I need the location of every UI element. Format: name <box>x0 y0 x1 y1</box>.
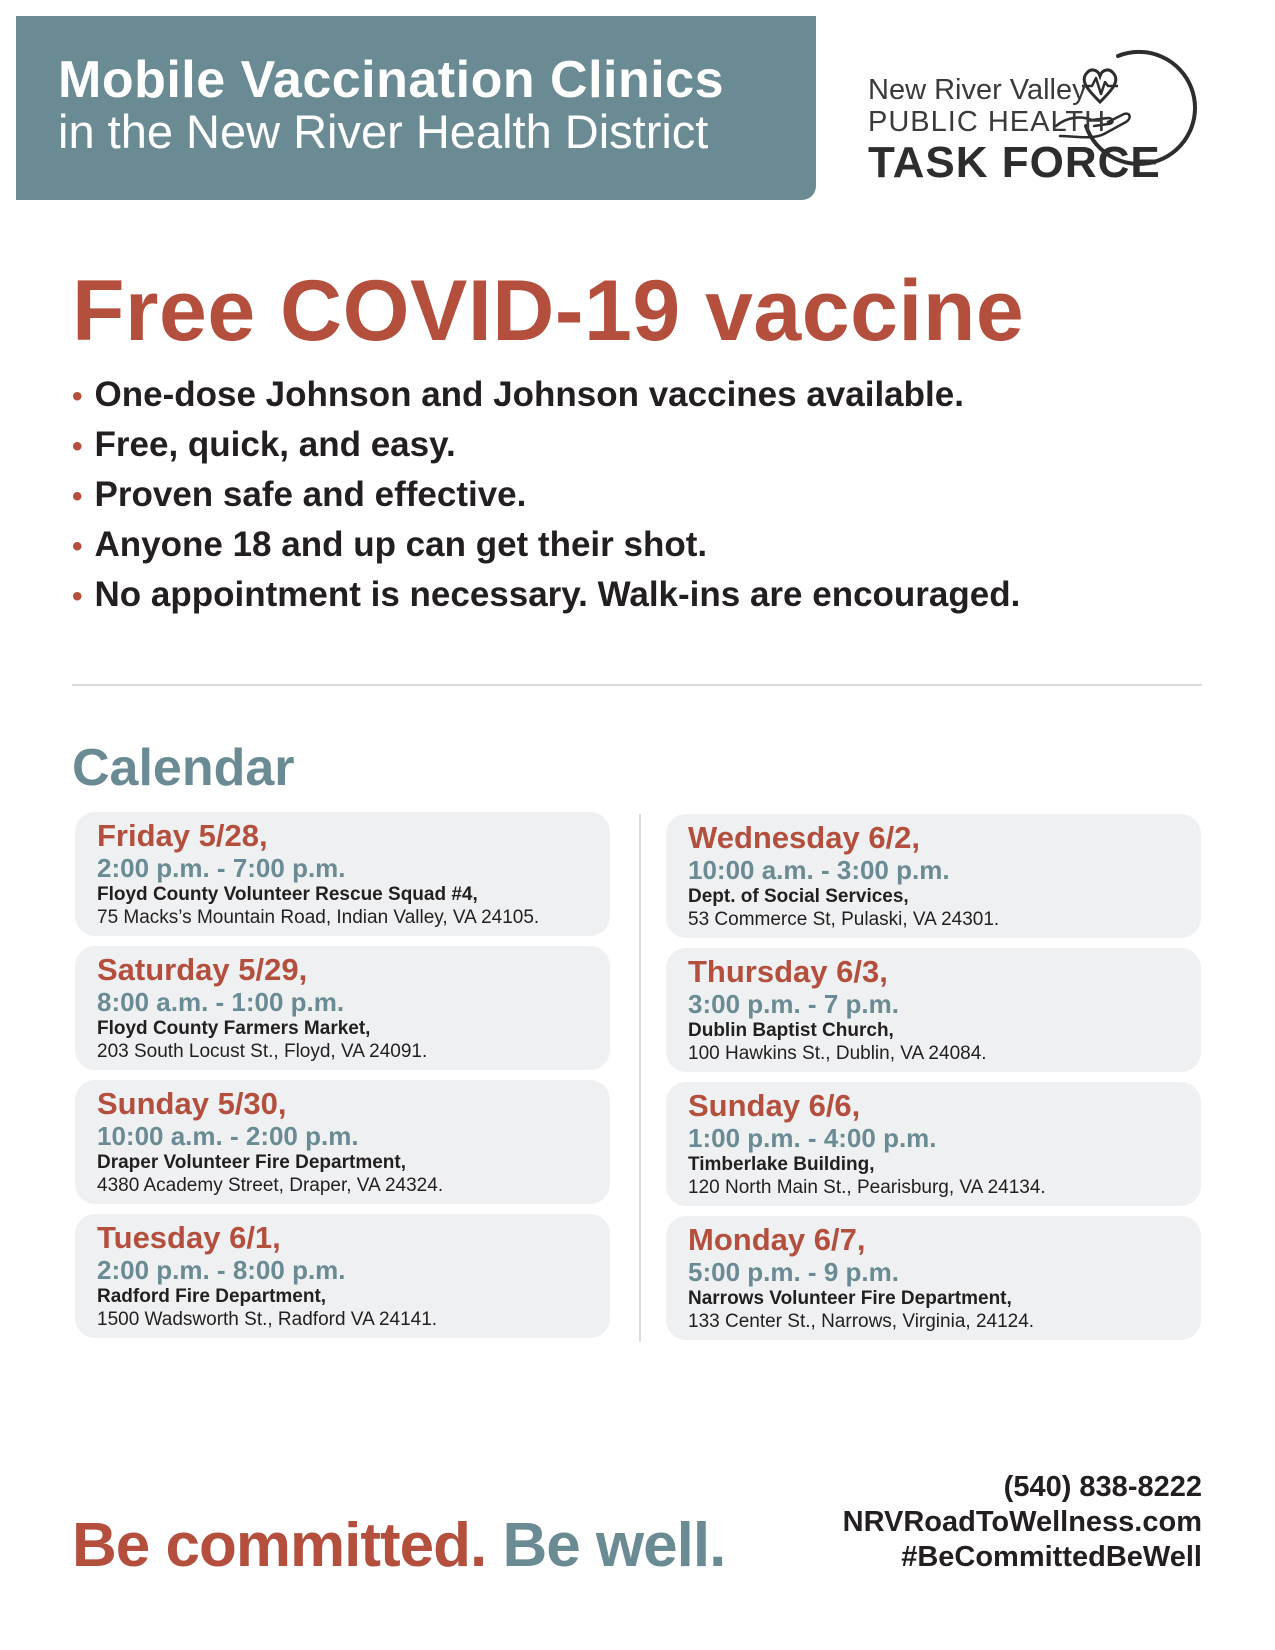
list-item <box>72 472 1020 522</box>
hashtag: #BeCommittedBeWell <box>901 1541 1202 1573</box>
bullet-text: One-dose Johnson and Johnson vaccines available. <box>94 375 964 414</box>
event-card <box>75 1080 610 1204</box>
event-location: Dublin Baptist Church, <box>688 1020 894 1041</box>
event-card <box>75 1214 610 1338</box>
event-time: 8:00 a.m. - 1:00 p.m. <box>97 987 345 1017</box>
logo-line-1: New River Valley <box>868 74 1087 106</box>
bullet-icon: • <box>72 530 83 563</box>
event-time: 2:00 p.m. - 8:00 p.m. <box>97 1255 346 1285</box>
logo-line-3: TASK FORCE <box>868 138 1161 187</box>
event-location: Floyd County Volunteer Rescue Squad #4, <box>97 884 478 905</box>
event-day: Saturday 5/29, <box>97 952 308 987</box>
bullet-text: Anyone 18 and up can get their shot. <box>94 525 708 564</box>
phone-number: (540) 838-8222 <box>1003 1471 1202 1503</box>
task-force-logo <box>868 44 1208 194</box>
event-card <box>666 948 1201 1072</box>
section-divider <box>72 684 1202 686</box>
event-time: 2:00 p.m. - 7:00 p.m. <box>97 853 346 883</box>
column-divider <box>639 814 641 1342</box>
website-link: NRVRoadToWellness.com <box>842 1506 1202 1538</box>
event-address: 133 Center St., Narrows, Virginia, 24124. <box>688 1311 1035 1332</box>
event-day: Monday 6/7, <box>688 1222 866 1257</box>
event-location: Timberlake Building, <box>688 1154 875 1175</box>
header-subtitle: in the New River Health District <box>58 105 709 158</box>
event-address: 203 South Locust St., Floyd, VA 24091. <box>97 1041 428 1062</box>
event-time: 1:00 p.m. - 4:00 p.m. <box>688 1123 937 1153</box>
list-item <box>72 522 1020 572</box>
calendar-heading: Calendar <box>72 739 295 797</box>
bullet-text: Free, quick, and easy. <box>94 425 456 464</box>
event-day: Sunday 5/30, <box>97 1086 287 1121</box>
bullet-icon: • <box>72 580 83 613</box>
list-item <box>72 572 1020 622</box>
logo-line-2: PUBLIC HEALTH <box>868 106 1107 138</box>
event-card <box>666 814 1201 938</box>
event-card <box>75 812 610 936</box>
event-location: Dept. of Social Services, <box>688 886 909 907</box>
benefits-list <box>72 372 1020 622</box>
event-day: Tuesday 6/1, <box>97 1220 281 1255</box>
event-address: 53 Commerce St, Pulaski, VA 24301. <box>688 909 1000 930</box>
event-day: Thursday 6/3, <box>688 954 888 989</box>
bullet-icon: • <box>72 480 83 513</box>
event-card <box>666 1216 1201 1340</box>
event-day: Friday 5/28, <box>97 818 268 853</box>
event-location: Floyd County Farmers Market, <box>97 1018 371 1039</box>
header-title: Mobile Vaccination Clinics <box>58 51 725 109</box>
event-location: Radford Fire Department, <box>97 1286 327 1307</box>
list-item <box>72 422 1020 472</box>
event-time: 10:00 a.m. - 2:00 p.m. <box>97 1121 359 1151</box>
event-address: 75 Macks’s Mountain Road, Indian Valley, VA 24105. <box>97 907 540 928</box>
bullet-icon: • <box>72 430 83 463</box>
slogan-part-2: Be well. <box>502 1511 726 1580</box>
bullet-icon: • <box>72 380 83 413</box>
bullet-text: Proven safe and effective. <box>94 475 527 514</box>
event-address: 4380 Academy Street, Draper, VA 24324. <box>97 1175 444 1196</box>
list-item <box>72 372 1020 422</box>
contact-block <box>843 1470 1202 1575</box>
slogan <box>72 1510 725 1581</box>
bullet-text: No appointment is necessary. Walk-ins are encouraged. <box>94 575 1021 614</box>
event-location: Draper Volunteer Fire Department, <box>97 1152 407 1173</box>
event-card <box>666 1082 1201 1206</box>
event-time: 5:00 p.m. - 9 p.m. <box>688 1257 899 1287</box>
event-address: 120 North Main St., Pearisburg, VA 24134. <box>688 1177 1046 1198</box>
event-address: 1500 Wadsworth St., Radford VA 24141. <box>97 1309 438 1330</box>
event-day: Sunday 6/6, <box>688 1088 861 1123</box>
event-address: 100 Hawkins St., Dublin, VA 24084. <box>688 1043 987 1064</box>
event-location: Narrows Volunteer Fire Department, <box>688 1288 1012 1309</box>
event-day: Wednesday 6/2, <box>688 820 921 855</box>
event-time: 10:00 a.m. - 3:00 p.m. <box>688 855 950 885</box>
slogan-part-1: Be committed. <box>72 1511 487 1580</box>
event-card <box>75 946 610 1070</box>
headline: Free COVID-19 vaccine <box>72 263 1025 359</box>
event-time: 3:00 p.m. - 7 p.m. <box>688 989 899 1019</box>
